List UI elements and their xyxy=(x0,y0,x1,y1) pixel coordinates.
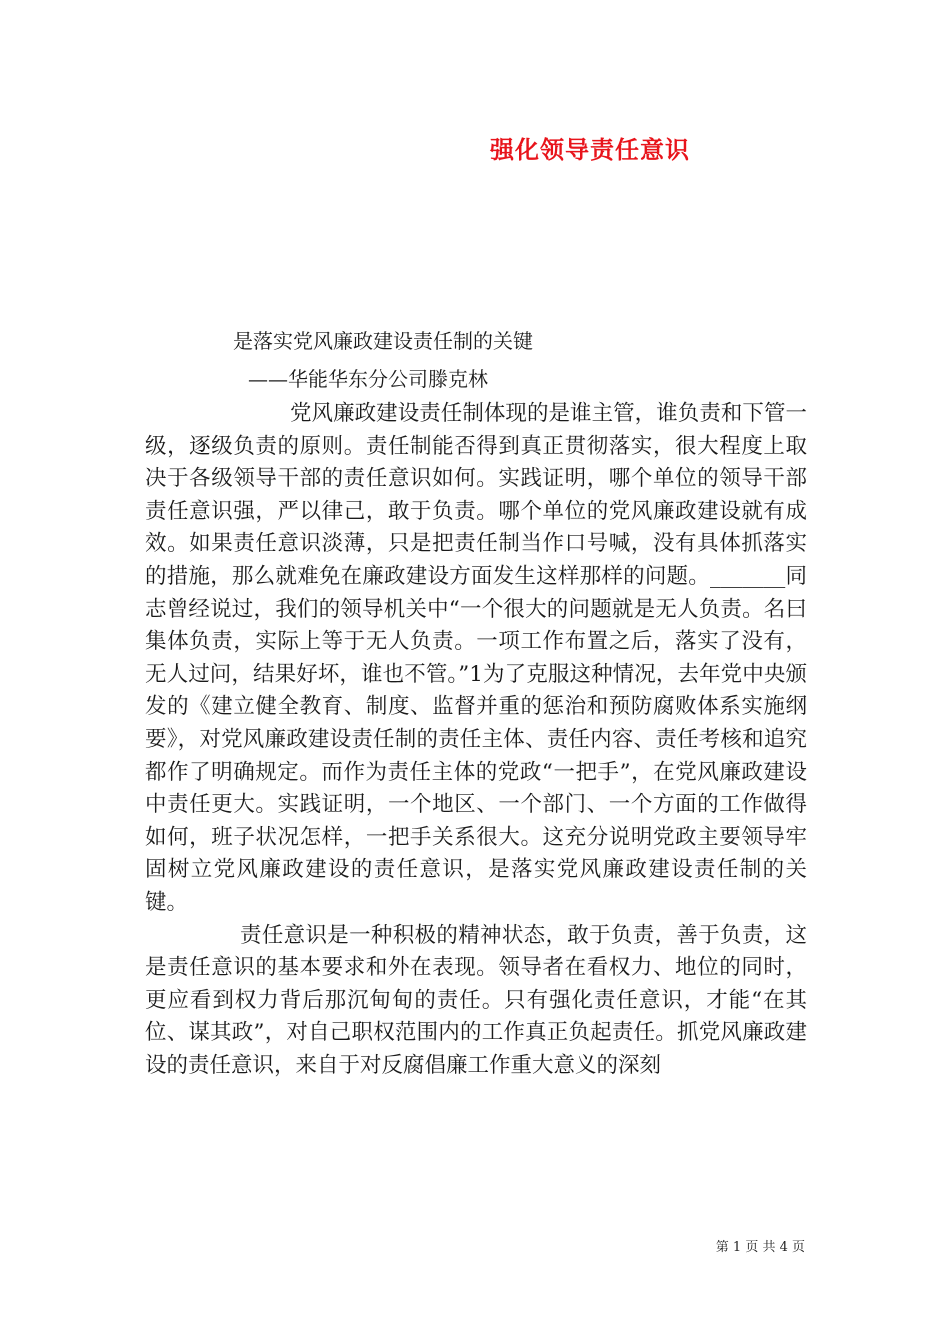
body-text xyxy=(145,398,807,1082)
document-subtitle: 是落实党风廉政建设责任制的关键 xyxy=(233,329,533,353)
page-number: 第 1 页 共 4 页 xyxy=(715,1240,805,1255)
paragraph: 责任意识是一种积极的精神状态，敢于负责，善于负责，这是责任意识的基本要求和外在表现。领导者在看权力、地位的同时，更应看到权力背后那沉甸甸的责任。只有强化责任意识，才能“在其位、谋其政”，对自己职权范围内的工作真正负起责任。抓党风廉政建设的责任意识，来自于对反腐倡廉工作重大意义的深刻 xyxy=(145,922,807,1078)
author-byline: ——华能华东分公司滕克林 xyxy=(248,367,488,391)
document-title: 强化领导责任意识 xyxy=(490,135,690,164)
paragraph: 党风廉政建设责任制体现的是谁主管，谁负责和下管一级，逐级负责的原则。责任制能否得到真正贯彻落实，很大程度上取决于各级领导干部的责任意识如何。实践证明，哪个单位的领导干部责任意识强，严以律己，敢于负责。哪个单位的党风廉政建设就有成效。如果责任意识淡薄，只是把责任制当作口号喊，没有具体抓落实的措施，那么就难免在廉政建设方面发生这样那样的问题。_______同志曾经说过，我们的领导机关中“一个很大的问题就是无人负责。名曰集体负责，实际上等于无人负责。一项工作布置之后，落实了没有，无人过问，结果好坏，谁也不管。”1为了克服这种情况，去年党中央颁发的《建立健全教育、制度、监督并重的惩治和预防腐败体系实施纲要》，对党风廉政建设责任制的责任主体、责任内容、责任考核和追究都作了明确规定。而作为责任主体的党政“一把手”，在党风廉政建设中责任更大。实践证明，一个地区、一个部门、一个方面的工作做得如何，班子状况怎样，一把手关系很大。这充分说明党政主要领导牢固树立党风廉政建设的责任意识，是落实党风廉政建设责任制的关键。 xyxy=(145,401,807,915)
